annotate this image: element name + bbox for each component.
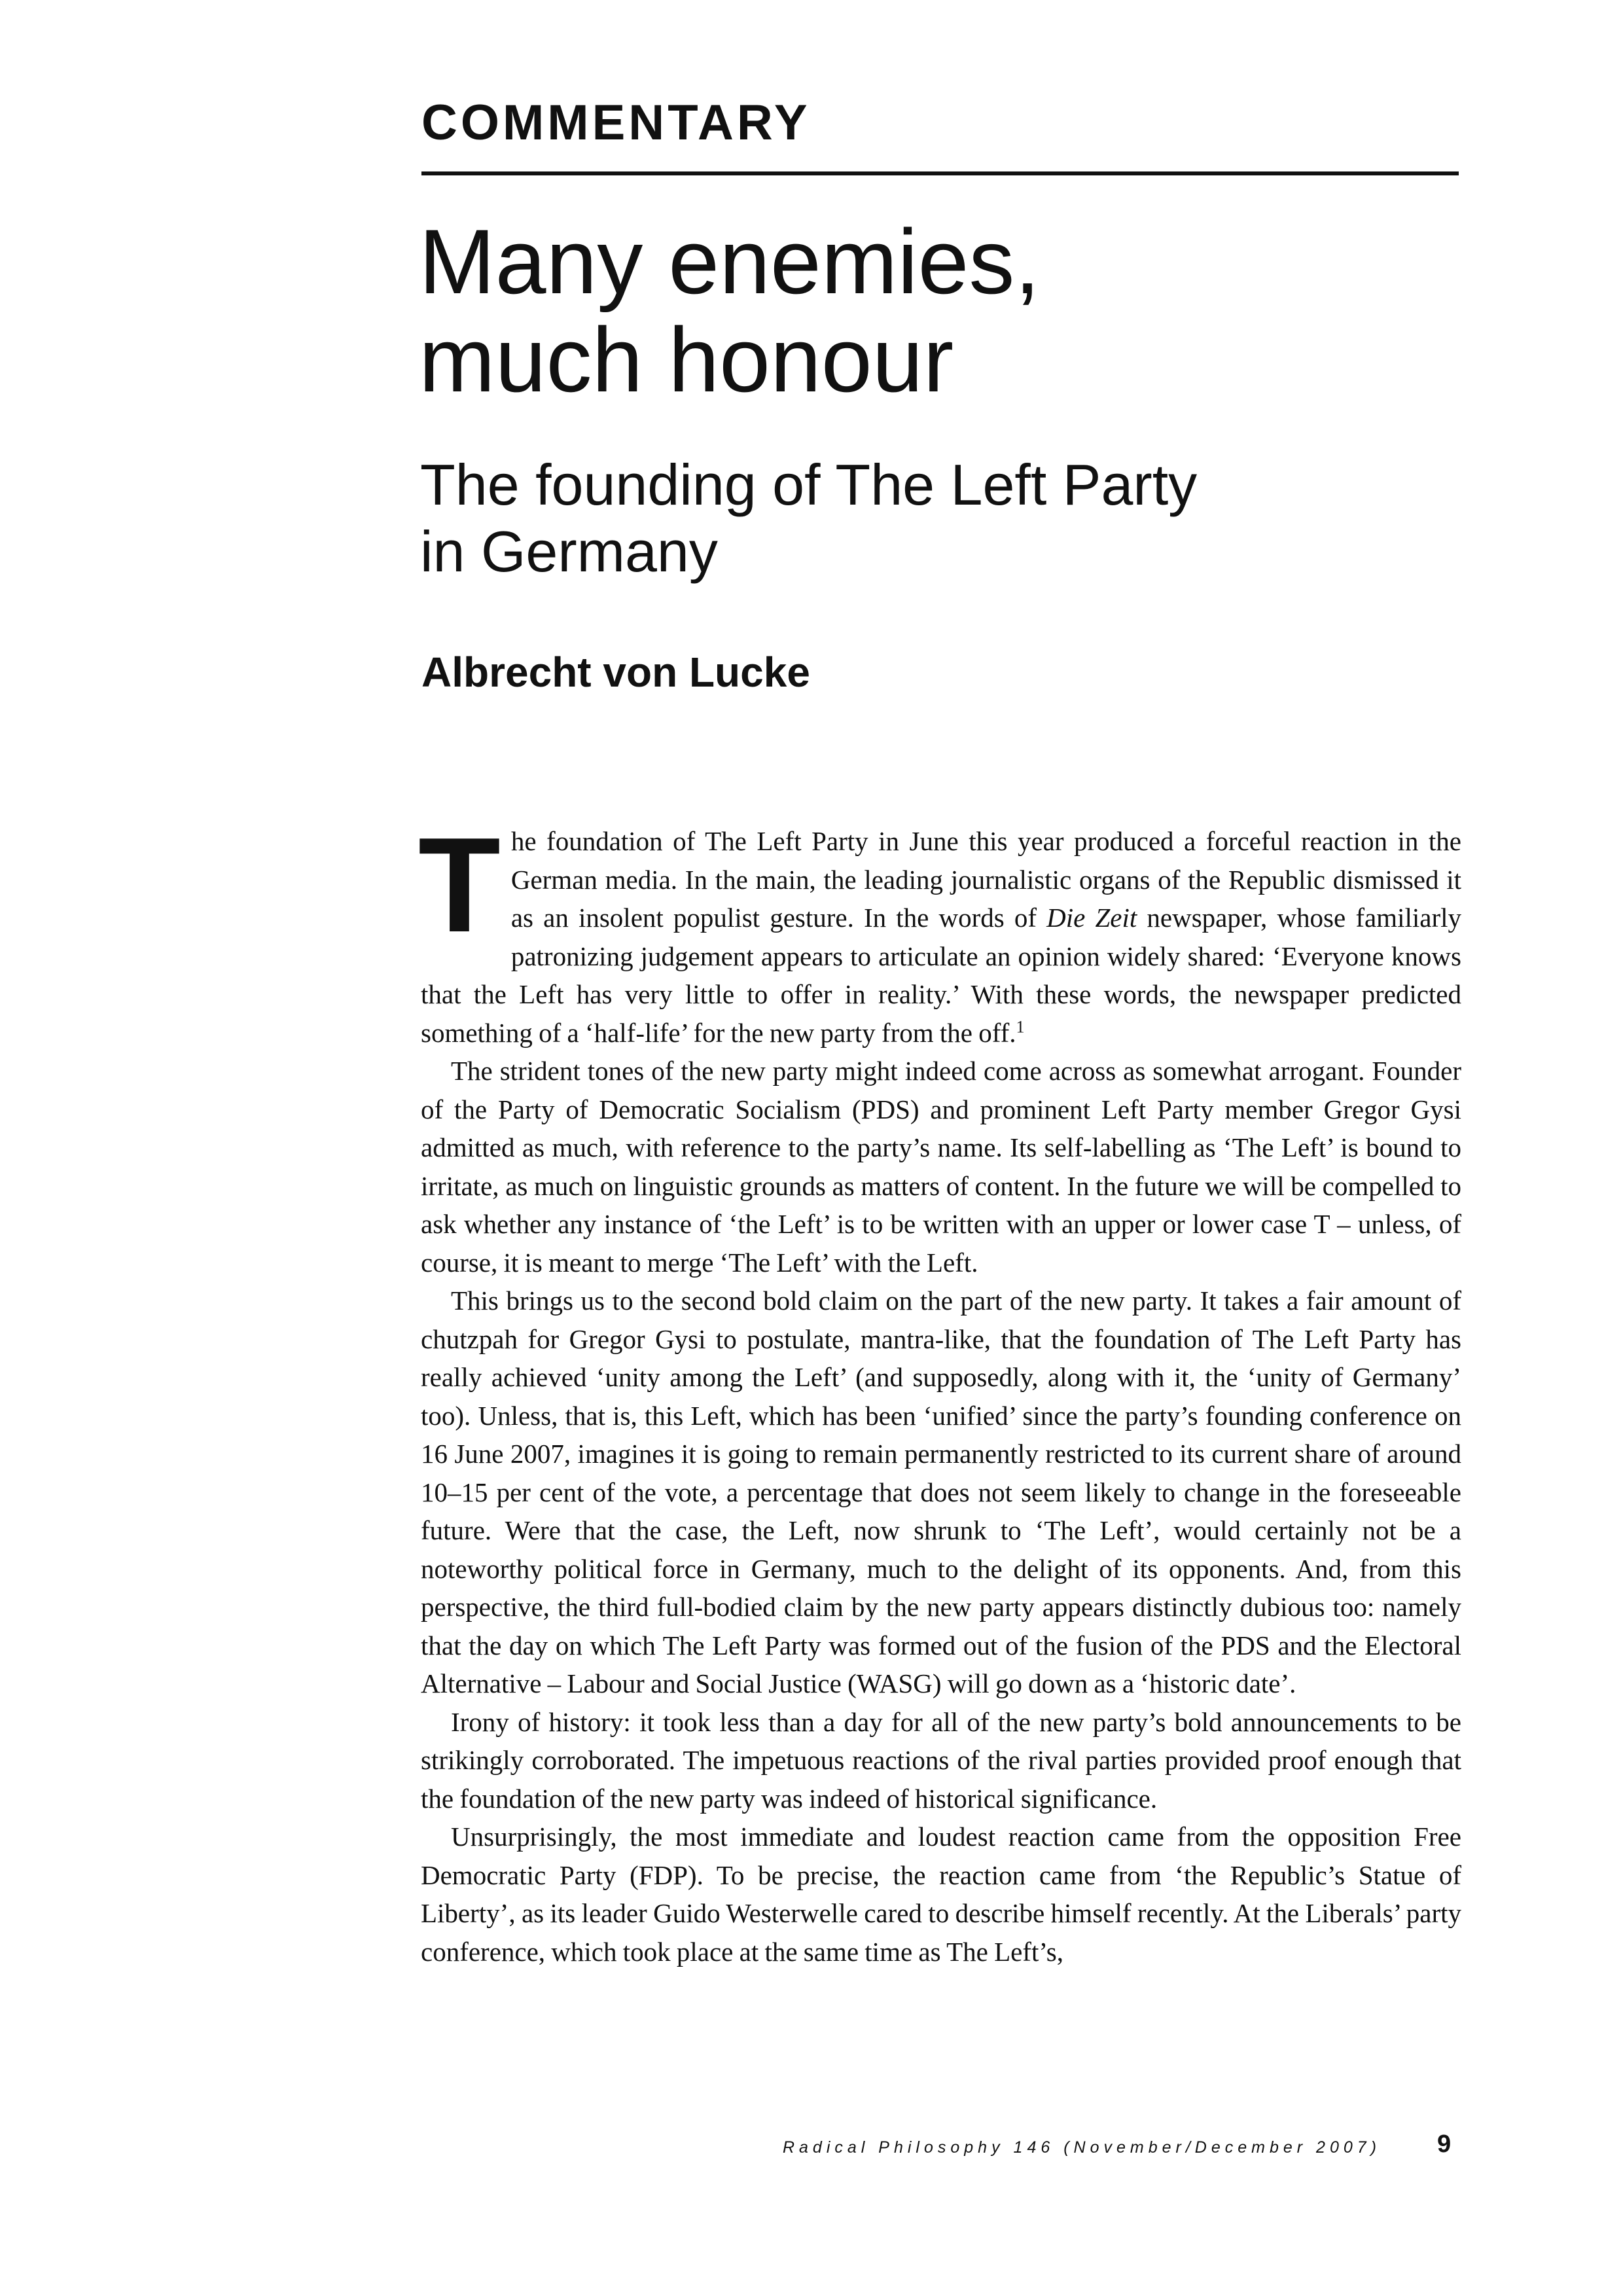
drop-cap: T <box>418 810 501 960</box>
title-line-2: much honour <box>419 308 954 411</box>
subtitle-line-1: The founding of The Left Party <box>420 452 1198 517</box>
section-label: COMMENTARY <box>421 95 811 151</box>
publication-name: Die Zeit <box>1046 903 1137 933</box>
article-body <box>418 810 1461 1971</box>
article-subtitle <box>420 452 1467 585</box>
paragraph-1-text-b: newspaper, whose familiarly patronizing judgement appears to articulate an opinion widely shared: ‘Everyone knows that the Left has very little to offer in reality.’ With these words, the newspaper predicted something of a ‘half-life’ for the new party from the off. <box>421 903 1461 1048</box>
footnote-marker: 1 <box>1016 1016 1025 1036</box>
page-number: 9 <box>1437 2130 1452 2158</box>
paragraph-2: The strident tones of the new party might indeed come across as somewhat arrogant. Founder of the Party of Democratic Socialism (PDS) and prominent Left Party member Gregor Gysi admitted as much, with reference to the party’s name. Its self-labelling as ‘The Left’ is bound to irritate, as much on linguistic grounds as matters of content. In the future we will be compelled to ask whether any instance of ‘the Left’ is to be written with an upper or lower case T – unless, of course, it is meant to merge ‘The Left’ with the Left. <box>421 1056 1461 1278</box>
paragraph-1-text-a: he foundation of The Left Party in June this year produced a forceful reaction in the German media. In the main, the leading journalistic organs of the Republic dismissed it as an insolent populist gesture. In the words of <box>510 826 1461 933</box>
paragraph-5: Unsurprisingly, the most immediate and loudest reaction came from the opposition Free Democratic Party (FDP). To be precise, the reaction came from ‘the Republic’s Statue of Liberty’, as its leader Guido Westerwelle cared to describe himself recently. At the Liberals’ party conference, which took place at the same time as The Left’s, <box>421 1821 1461 1967</box>
paragraph-1 <box>418 810 1461 1052</box>
article-title <box>419 210 1466 411</box>
paragraph-3: This brings us to the second bold claim on the part of the new party. It takes a fair amount of chutzpah for Gregor Gysi to postulate, mantra-like, that the foundation of The Left Party has really achieved ‘unity among the Left’ (and supposedly, along with it, the ‘unity of Germany’ too). Unless, that is, this Left, which has been ‘unified’ since the party’s founding conference on 16 June 2007, imagines it is going to remain permanently restricted to its current share of around 10–15 per cent of the vote, a percentage that does not seem likely to change in the foreseeable future. Were that the case, the Left, now shrunk to ‘The Left’, would certainly not be a noteworthy political force in Germany, much to the delight of its opponents. And, from this perspective, the third full-bodied claim by the new party appears distinctly dubious too: namely that the day on which The Left Party was formed out of the fusion of the PDS and the Electoral Alternative – Labour and Social Justice (WASG) will go down as a ‘historic date’. <box>421 1285 1461 1698</box>
journal-footer: Radical Philosophy 146 (November/December 2007) <box>782 2138 1381 2157</box>
subtitle-line-2: in Germany <box>420 519 718 584</box>
title-line-1: Many enemies, <box>419 210 1041 313</box>
author-name: Albrecht von Lucke <box>421 649 810 696</box>
paragraph-4: Irony of history: it took less than a day for all of the new party’s bold announcements to be strikingly corroborated. The impetuous reactions of the rival parties provided proof enough that the foundation of the new party was indeed of historical significance. <box>421 1706 1461 1814</box>
header-rule <box>421 171 1459 175</box>
